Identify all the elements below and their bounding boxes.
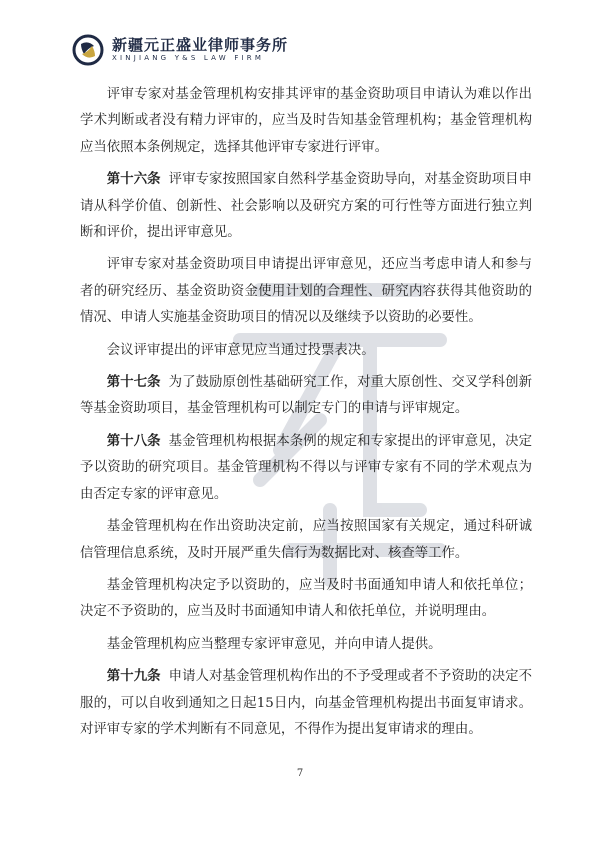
article-number: 第十九条 [106,668,161,685]
paragraph [80,663,532,743]
paragraph [80,81,532,161]
paragraph-text: 为了鼓励原创性基础研究工作，对重大原创性、交叉学科创新等基金资助项目，基金管理机构可以制定专门的申请与评审规定。 [80,375,533,417]
paragraph-text: 评审专家对基金资助项目申请提出评审意见，还应当考虑申请人和参与者的研究经历、基金资助资金使用计划的合理性、研究内容获得其他资助的情况、申请人实施基金资助项目的情况以及继续予以资助的必要性。 [80,257,532,326]
paragraph [80,369,532,423]
paragraph-text: 评审专家按照国家自然科学基金资助导向，对基金资助项目申请从科学价值、创新性、社会影响以及研究方案的可行性等方面进行独立判断和评价，提出评审意见。 [80,172,533,241]
paragraph [80,337,532,364]
paragraph-text: 会议评审提出的评审意见应当通过投票表决。 [106,342,375,358]
paragraph [80,572,532,626]
paragraph [80,513,532,567]
paragraph [80,428,532,508]
document-body [80,81,532,748]
firm-name-cn: 新疆元正盛业律师事务所 [112,36,289,54]
yz-logo-icon [72,34,104,66]
paragraph-text: 基金管理机构应当整理专家评审意见，并向申请人提供。 [106,636,442,652]
paragraph-text: 申请人对基金管理机构作出的不予受理或者不予资助的决定不服的，可以自收到通知之日起15日内，向基金管理机构提出书面复审请求。对评审专家的学术判断有不同意见，不得作为提出复审请求的理由。 [80,669,533,737]
paragraph [80,631,532,658]
article-number: 第十七条 [106,374,161,391]
paragraph-text: 基金管理机构在作出资助决定前，应当按照国家有关规定，通过科研诚信管理信息系统，及时开展严重失信行为数据比对、核查等工作。 [80,519,532,561]
paragraph-text: 基金管理机构根据本条例的规定和专家提出的评审意见，决定予以资助的研究项目。基金管理机构不得以与评审专家有不同的学术观点为由否定专家的评审意见。 [80,433,533,502]
paragraph-text: 基金管理机构决定予以资助的，应当及时书面通知申请人和依托单位；决定不予资助的，应当及时书面通知申请人和依托单位，并说明理由。 [80,577,532,620]
paragraph [80,251,532,331]
page-number: 7 [296,768,304,779]
paragraph-text: 评审专家对基金管理机构安排其评审的基金资助项目申请认为难以作出学术判断或者没有精力评审的，应当及时告知基金管理机构；基金管理机构应当依照本条例规定，选择其他评审专家进行评审。 [80,87,532,155]
paragraph [80,166,532,246]
firm-name-en: XINJIANG Y&S LAW FIRM [112,54,265,62]
article-number: 第十六条 [106,171,161,188]
article-number: 第十八条 [106,432,161,449]
letterhead [72,30,552,70]
